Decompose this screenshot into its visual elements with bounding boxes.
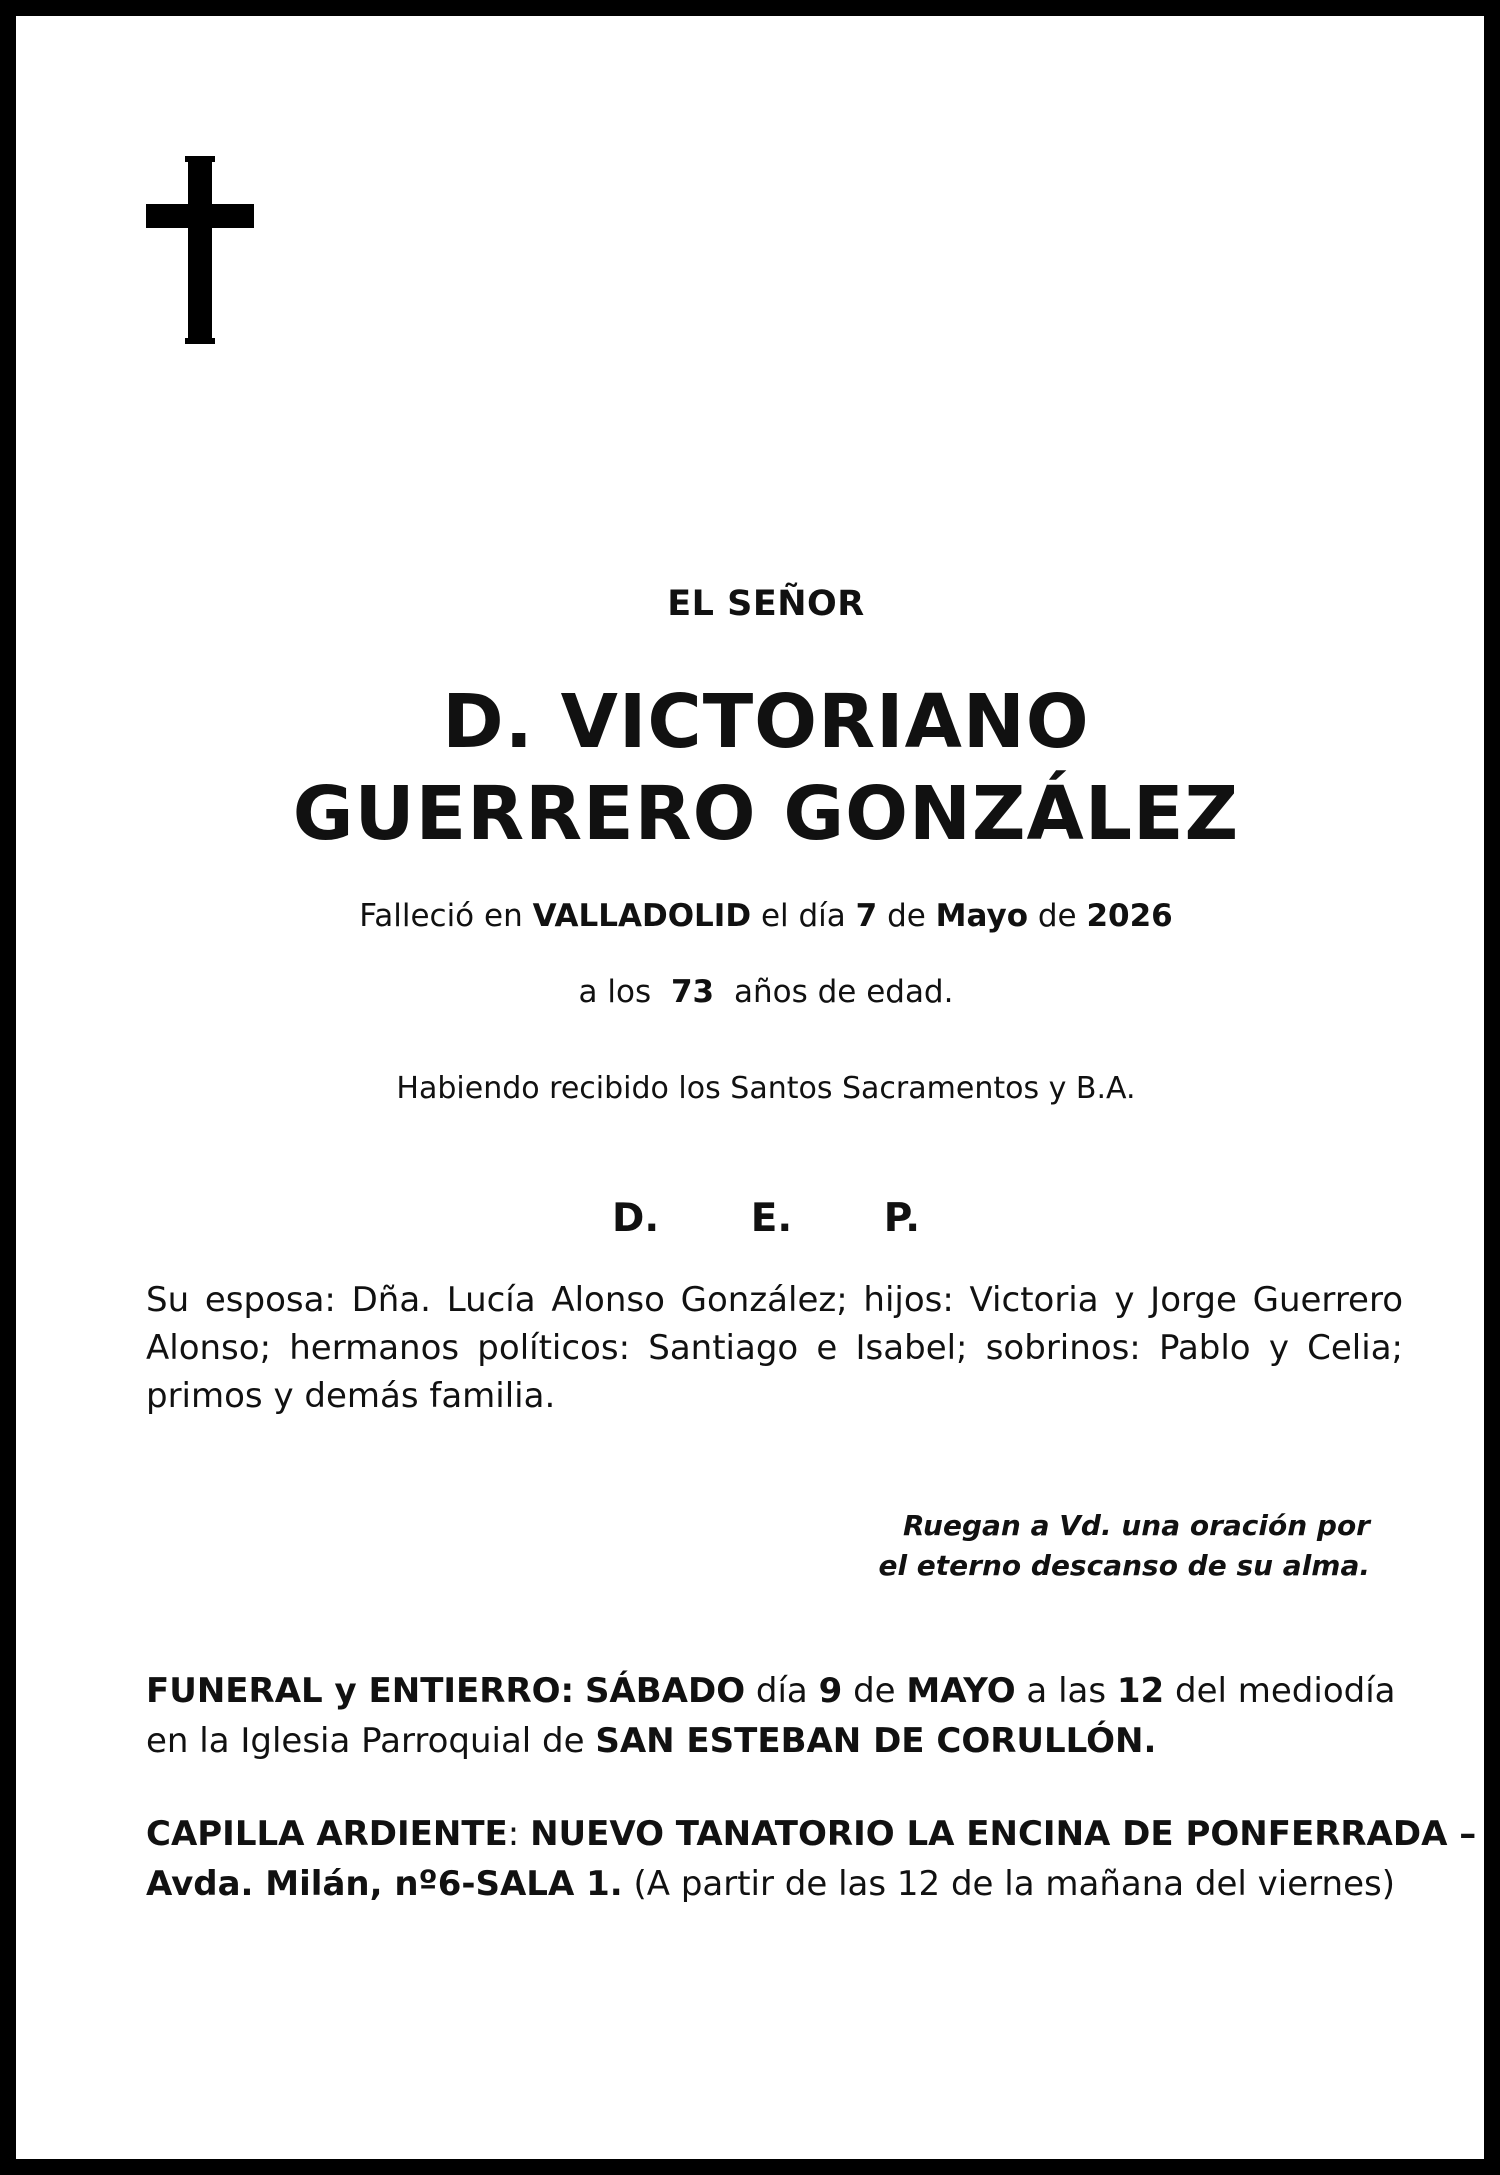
capilla-address: Avda. Milán, nº6-SALA 1. [146,1864,623,1904]
funeral-month: MAYO [906,1671,1016,1711]
capilla-note: (A partir de las 12 de la mañana del viernes) [633,1864,1395,1904]
death-day-prefix: el día [760,898,846,934]
death-place: VALLADOLID [532,898,752,934]
death-month: Mayo [935,898,1028,934]
death-info [16,898,1500,934]
dep-d: D. [611,1196,660,1241]
funeral-weekday: SÁBADO [584,1671,746,1711]
death-prefix: Falleció en [359,898,523,934]
funeral-line1 [146,1666,1416,1716]
funeral-line2 [146,1716,1416,1766]
funeral-place-prefix: en la Iglesia Parroquial de [146,1721,585,1761]
funeral-place: SAN ESTEBAN DE CORULLÓN. [595,1721,1157,1761]
death-day: 7 [855,898,878,934]
honorific-label: EL SEÑOR [667,584,865,624]
capilla-info [146,1809,1477,1909]
capilla-line1 [146,1809,1477,1859]
deceased-name [16,676,1500,860]
funeral-day-prefix: día [755,1671,808,1711]
dep-p: P. [883,1196,921,1241]
funeral-month-prefix: de [853,1671,896,1711]
dep-initials [16,1196,1500,1241]
funeral-time-prefix: a las [1026,1671,1107,1711]
sacraments-text: Habiendo recibido los Santos Sacramentos y B.A. [396,1071,1136,1106]
age-suffix: años de edad. [733,974,954,1010]
prayer-line2: el eterno descanso de su alma. [878,1549,1370,1582]
capilla-label: CAPILLA ARDIENTE [146,1814,508,1854]
latin-cross-icon [146,156,254,344]
funeral-day: 9 [818,1671,843,1711]
deceased-name-line1: D. VICTORIANO [442,679,1090,765]
funeral-label: FUNERAL y ENTIERRO: [146,1671,575,1711]
age-info [16,974,1500,1010]
age-prefix: a los [578,974,652,1010]
death-year-prefix: de [1037,898,1077,934]
dep-e: E. [750,1196,793,1241]
family-paragraph: Su esposa: Dña. Lucía Alonso González; hijos: Victoria y Jorge Guerrero Alonso; hermanos políticos: Santiago e Isabel; sobrinos: Pablo y Celia; primos y demás familia. [146,1280,1403,1416]
funeral-info [146,1666,1416,1766]
capilla-separator: : [507,1814,520,1854]
death-year: 2026 [1086,898,1173,934]
capilla-place: NUEVO TANATORIO LA ENCINA DE PONFERRADA – [530,1814,1477,1854]
prayer-line1: Ruegan a Vd. una oración por [903,1509,1370,1542]
age-years: 73 [670,974,715,1010]
capilla-line2 [146,1859,1416,1909]
funeral-time: 12 [1116,1671,1165,1711]
death-month-prefix: de [887,898,926,934]
prayer-request [670,1506,1370,1586]
deceased-name-line2: GUERRERO GONZÁLEZ [292,771,1240,857]
funeral-time-suffix: del mediodía [1175,1671,1396,1711]
